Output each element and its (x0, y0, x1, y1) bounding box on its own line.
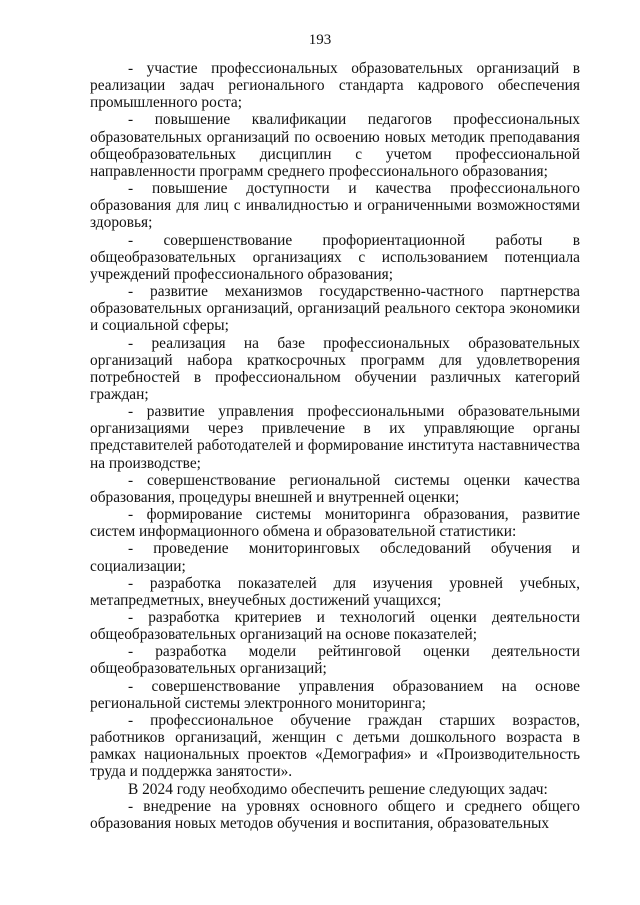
paragraph: - повышение доступности и качества профессионального образования для лиц с инвалидностью и ограниченными возможностями здоровья; (90, 180, 580, 232)
paragraph: - участие профессиональных образовательных организаций в реализации задач регионального стандарта кадрового обеспечения промышленного роста; (90, 60, 580, 112)
body-text (90, 60, 580, 832)
paragraph: - внедрение на уровнях основного общего и среднего общего образования новых методов обучения и воспитания, образовательных (90, 797, 580, 832)
paragraph: В 2024 году необходимо обеспечить решение следующих задач: (128, 780, 548, 798)
paragraph: - совершенствование управления образованием на основе региональной системы электронного мониторинга; (90, 677, 580, 712)
paragraph: - разработка критериев и технологий оценки деятельности общеобразовательных организаций на основе показателей; (90, 609, 580, 644)
paragraph: - формирование системы мониторинга образования, развитие систем информационного обмена и образовательной статистики: (90, 506, 580, 541)
paragraph: - совершенствование профориентационной работы в общеобразовательных организациях с использованием потенциала учреждений профессионального образования; (90, 231, 580, 283)
paragraph: - совершенствование региональной системы оценки качества образования, процедуры внешней и внутренней оценки; (90, 471, 580, 506)
paragraph: - разработка показателей для изучения уровней учебных, метапредметных, внеучебных достижений учащихся; (90, 574, 580, 609)
paragraph: - реализация на базе профессиональных образовательных организаций набора краткосрочных программ для удовлетворения потребностей в профессиональном обучении различных категорий граждан; (90, 334, 580, 403)
page-number: 193 (308, 32, 332, 48)
paragraph: - профессиональное обучение граждан старших возрастов, работников организаций, женщин с детьми дошкольного возраста в рамках национальных проектов «Демография» и «Производительность труда и поддержка занятости». (90, 711, 580, 781)
paragraph: - развитие управления профессиональными образовательными организациями через привлечение в их управляющие органы представителей работодателей и формирование института наставничества на производстве; (90, 403, 580, 472)
paragraph: - проведение мониторинговых обследований обучения и социализации; (90, 540, 580, 575)
paragraph: - повышение квалификации педагогов профессиональных образовательных организаций по освоению новых методик преподавания общеобразовательных дисциплин с учетом профессиональной направленности программ среднего профессионального образования; (90, 111, 580, 180)
paragraph: - развитие механизмов государственно-частного партнерства образовательных организаций, организаций реального сектора экономики и социальной сферы; (90, 283, 580, 335)
paragraph: - разработка модели рейтинговой оценки деятельности общеобразовательных организаций; (90, 643, 580, 678)
